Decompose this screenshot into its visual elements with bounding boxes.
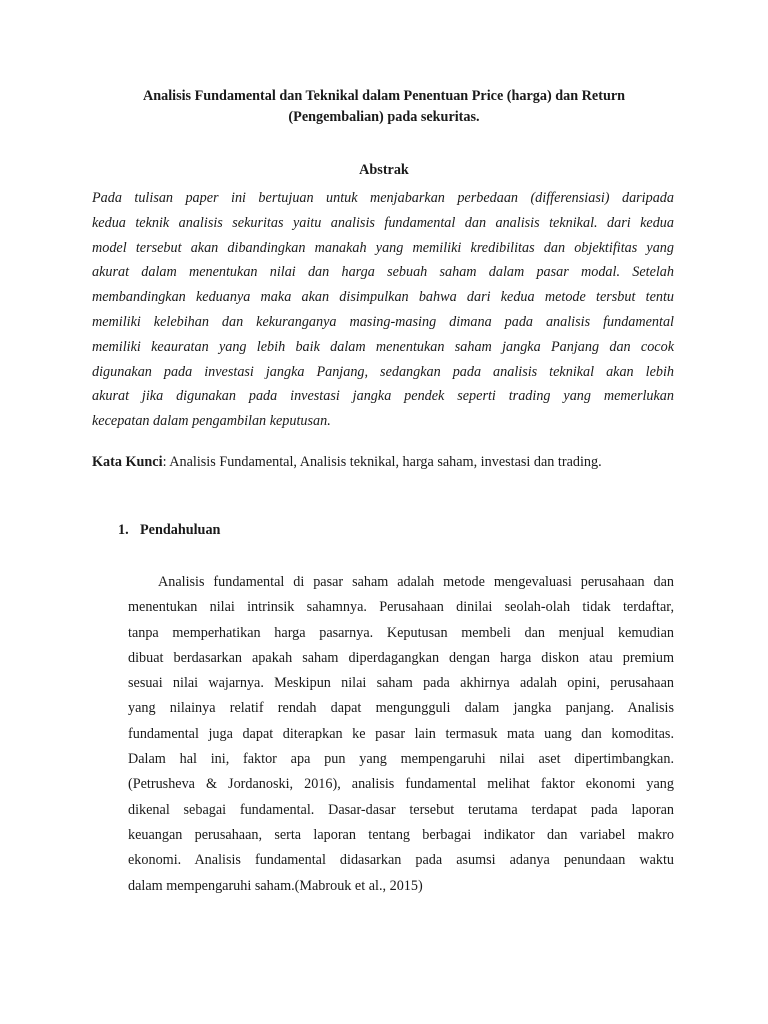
body-line: keuangan perusahaan, serta laporan tentang berbagai indikator dan variabel makro: [128, 826, 674, 843]
abstract-line: digunakan pada investasi jangka Panjang, sedangkan pada analisis teknikal akan lebih: [92, 363, 674, 380]
abstract-line: akurat jika digunakan pada investasi jangka pendek seperti trading yang memerlukan: [92, 388, 674, 405]
body-line: tanpa memperhatikan harga pasarnya. Keputusan membeli dan menjual kemudian: [128, 624, 674, 641]
abstract-line: model tersebut akan dibandingkan manakah yang memiliki kredibilitas dan objektifitas yang: [92, 239, 674, 256]
paper-title-line-1: Analisis Fundamental dan Teknikal dalam Penentuan Price (harga) dan Return: [142, 88, 626, 104]
body-line: (Petrusheva & Jordanoski, 2016), analisis fundamental melihat faktor ekonomi yang: [128, 776, 674, 793]
abstract-line: memiliki keauratan yang lebih baik dalam menentukan saham jangka Panjang dan cocok: [92, 338, 674, 355]
abstract-line: membandingkan keduanya maka akan disimpulkan bahwa dari kedua metode tersbut tentu: [92, 289, 674, 306]
body-line: Dalam hal ini, faktor apa pun yang mempengaruhi nilai aset dipertimbangkan.: [128, 751, 674, 768]
abstract-heading: Abstrak: [359, 162, 409, 178]
body-line: dibuat berdasarkan apakah saham diperdagangkan dengan harga diskon atau premium: [128, 649, 674, 666]
body-line: Analisis fundamental di pasar saham adalah metode mengevaluasi perusahaan dan: [158, 574, 674, 590]
abstract-line: Pada tulisan paper ini bertujuan untuk menjabarkan perbedaan (differensiasi) daripada: [92, 190, 674, 206]
keywords: [92, 452, 674, 473]
keywords-label: Kata Kunci: [92, 454, 163, 470]
keywords-text: : Analisis Fundamental, Analisis teknikal, harga saham, investasi dan trading.: [162, 454, 602, 470]
section-title: Pendahuluan: [140, 522, 221, 538]
section-heading: [118, 520, 220, 541]
body-line: menentukan nilai intrinsik sahamnya. Perusahaan dinilai seolah-olah tidak terdaftar,: [128, 599, 674, 616]
body-line: dikenal sebagai fundamental. Dasar-dasar tersebut terutama terdapat pada laporan: [128, 801, 674, 818]
body-line: yang nilainya relatif rendah dapat mengungguli dalam jangka panjang. Analisis: [128, 700, 674, 717]
abstract-line: kecepatan dalam pengambilan keputusan.: [92, 413, 331, 430]
abstract-line: memiliki kelebihan dan kekuranganya masing-masing dimana pada analisis fundamental: [92, 313, 674, 330]
paper-title-line-2: (Pengembalian) pada sekuritas.: [288, 109, 480, 125]
section-number: 1.: [118, 522, 129, 538]
section-body: [128, 570, 674, 899]
paper-title: [96, 86, 672, 128]
body-line: fundamental juga dapat diterapkan ke pasar lain termasuk mata uang dan komoditas.: [128, 725, 674, 742]
body-line: ekonomi. Analisis fundamental didasarkan pada asumsi adanya penundaan waktu: [128, 852, 674, 869]
body-line: dalam mempengaruhi saham.(Mabrouk et al., 2015): [128, 877, 423, 894]
abstract-line: akurat dalam menentukan nilai dan harga sebuah saham dalam pasar modal. Setelah: [92, 264, 674, 281]
body-line: sesuai nilai wajarnya. Meskipun nilai saham pada akhirnya adalah opini, perusahaan: [128, 675, 674, 692]
abstract-line: kedua teknik analisis sekuritas yaitu analisis fundamental dan analisis teknikal. dari kedua: [92, 214, 674, 231]
abstract-body: [92, 186, 674, 434]
